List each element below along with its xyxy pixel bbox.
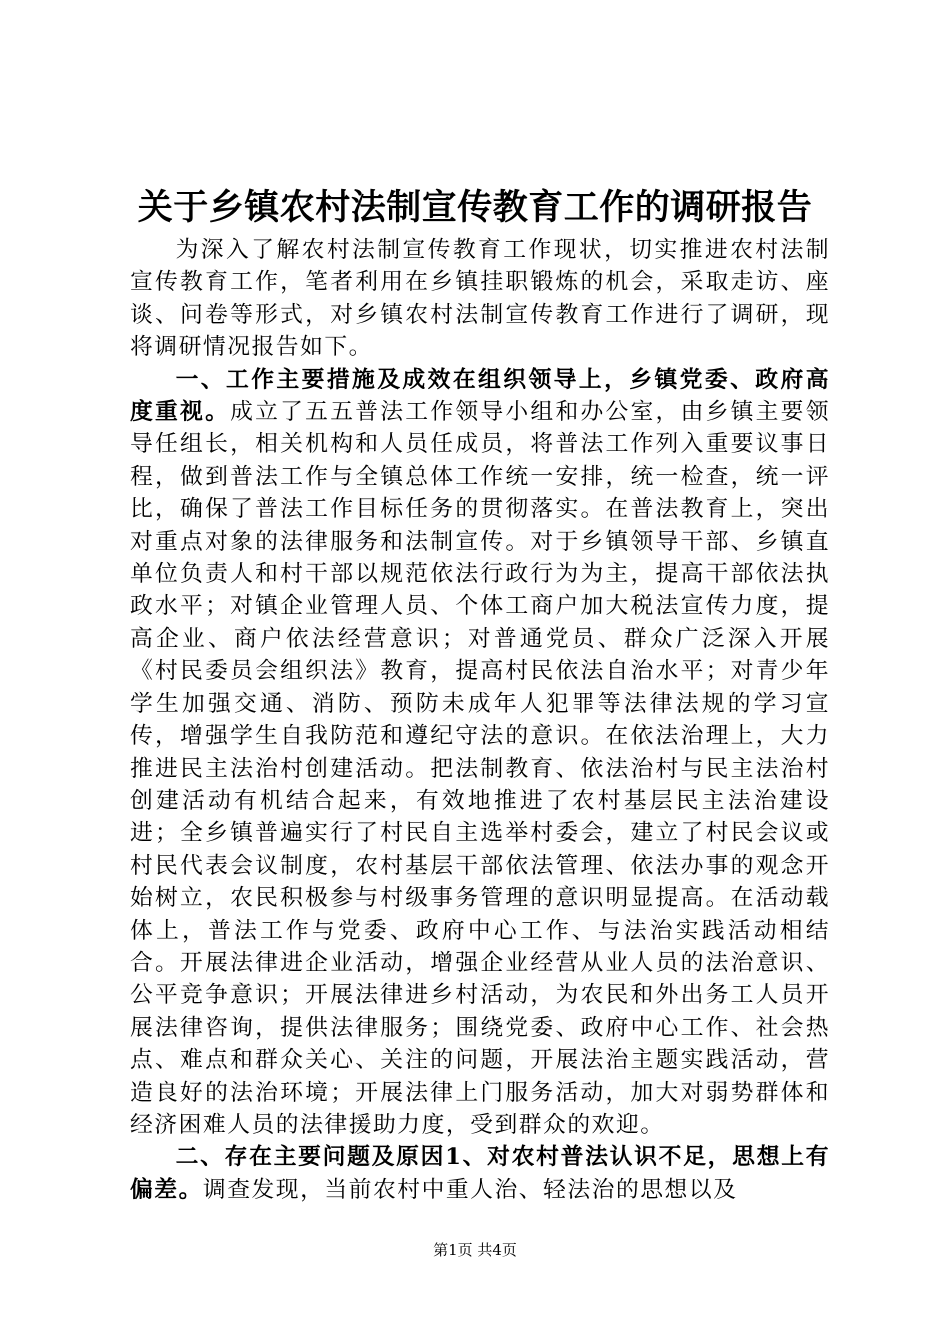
paragraph-section-2	[130, 1141, 830, 1206]
page-footer: 第1页 共4页	[433, 1241, 517, 1259]
paragraph-section-1	[130, 364, 830, 1142]
paragraph-intro	[130, 234, 830, 364]
section-heading: 一、工作主要措施及成效在组织领导上，乡镇党委、政府高度重视。	[130, 366, 830, 426]
paragraph-text: 调查发现，当前农村中重人治、轻法治的思想以及	[202, 1176, 738, 1203]
paragraph-text: 成立了五五普法工作领导小组和办公室，由乡镇主要领导任组长，相关机构和人员任成员，将普法工作列入重要议事日程，做到普法工作与全镇总体工作统一安排，统一检查，统一评比，确保了普法工作目标任务的贯彻落实。在普法教育上，突出对重点对象的法律服务和法制宣传。对于乡镇领导干部、乡镇直单位负责人和村干部以规范依法行政行为为主，提高干部依法执政水平；对镇企业管理人员、个体工商户加大税法宣传力度，提高企业、商户依法经营意识；对普通党员、群众广泛深入开展《村民委员会组织法》教育，提高村民依法自治水平；对青少年学生加强交通、消防、预防未成年人犯罪等法律法规的学习宣传，增强学生自我防范和遵纪守法的意识。在依法治理上，大力推进民主法治村创建活动。把法制教育、依法治村与民主法治村创建活动有机结合起来，有效地推进了农村基层民主法治建设进；全乡镇普遍实行了村民自主选举村委会，建立了村民会议或村民代表会议制度，农村基层干部依法管理、依法办事的观念开始树立，农民积极参与村级事务管理的意识明显提高。在活动载体上，普法工作与党委、政府中心工作、与法治实践活动相结合。开展法律进企业活动，增强企业经营从业人员的法治意识、公平竞争意识；开展法律进乡村活动，为农民和外出务工人员开展法律咨询，提供法律服务；围绕党委、政府中心工作、社会热点、难点和群众关心、关注的问题，开展法治主题实践活动，营造良好的法治环境；开展法律上门服务活动，加大对弱势群体和经济困难人员的法律援助力度，受到群众的欢迎。	[130, 399, 831, 1138]
section-heading: 二、存在主要问题及原因1、对农村普法认识不足，思想上有偏差。	[130, 1144, 830, 1203]
document-body	[130, 234, 830, 1206]
paragraph-text: 为深入了解农村法制宣传教育工作现状，切实推进农村法制宣传教育工作，笔者利用在乡镇挂职锻炼的机会，采取走访、座谈、问卷等形式，对乡镇农村法制宣传教育工作进行了调研，现将调研情况报告如下。	[130, 237, 830, 361]
document-title: 关于乡镇农村法制宣传教育工作的调研报告	[137, 187, 813, 228]
